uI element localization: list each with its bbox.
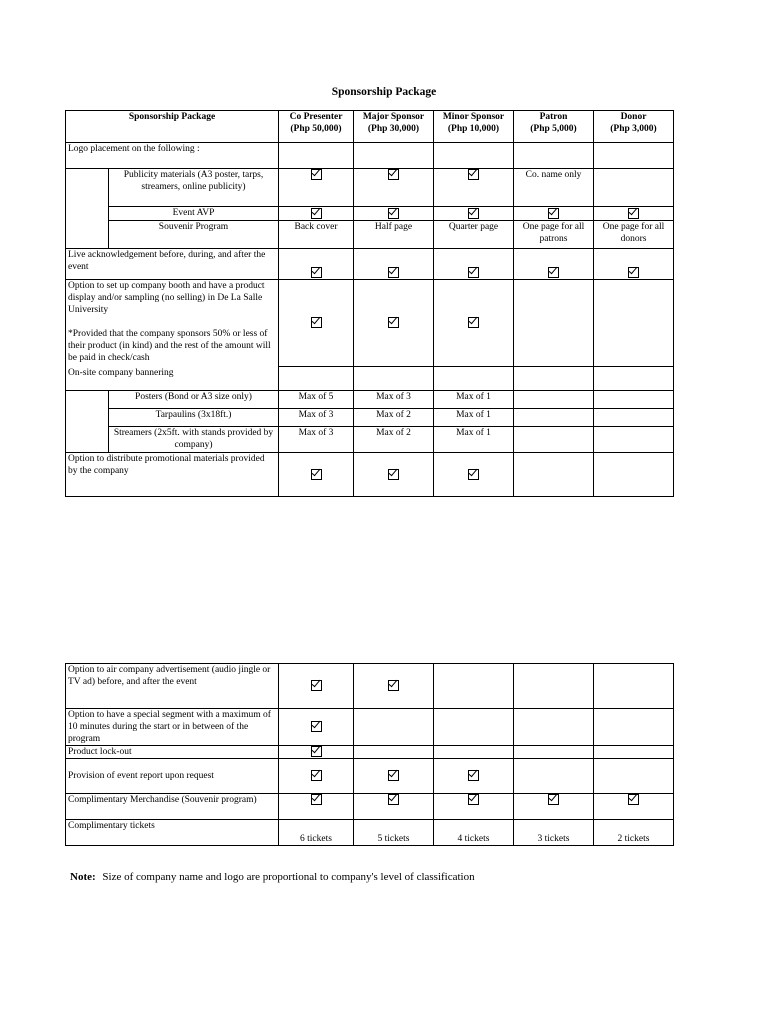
tickets-value: 5 tickets	[354, 820, 434, 846]
tickets-value: 2 tickets	[594, 820, 674, 846]
publicity-patron-value: Co. name only	[514, 169, 594, 207]
row-label-segment: Option to have a special segment with a maximum of 10 minutes during the start or in between of the program	[66, 709, 279, 746]
checkbox-checked-icon	[311, 169, 322, 180]
checkbox-checked-icon	[311, 469, 322, 480]
tarpaulins-value: Max of 3	[279, 409, 354, 427]
row-label-posters: Posters (Bond or A3 size only)	[109, 391, 279, 409]
row-label-logo-placement: Logo placement on the following :	[66, 143, 279, 169]
checkbox-checked-icon	[468, 208, 479, 219]
header-package: Sponsorship Package	[66, 111, 279, 143]
table-row	[66, 221, 674, 249]
checkbox-checked-icon	[548, 267, 559, 278]
header-donor: Donor (Php 3,000)	[594, 111, 674, 143]
posters-value: Max of 1	[434, 391, 514, 409]
souvenir-value: One page for all patrons	[514, 221, 594, 249]
header-major-sponsor: Major Sponsor (Php 30,000)	[354, 111, 434, 143]
table-row	[66, 746, 674, 759]
tickets-value: 4 tickets	[434, 820, 514, 846]
checkbox-checked-icon	[468, 317, 479, 328]
row-label-report: Provision of event report upon request	[66, 759, 279, 794]
table-row	[66, 280, 674, 367]
row-label-publicity: Publicity materials (A3 poster, tarps, streamers, online publicity)	[109, 169, 279, 207]
header-patron: Patron (Php 5,000)	[514, 111, 594, 143]
sponsorship-table-1	[65, 110, 674, 497]
checkbox-checked-icon	[468, 469, 479, 480]
checkbox-checked-icon	[311, 317, 322, 328]
checkbox-checked-icon	[628, 208, 639, 219]
table-row	[66, 409, 674, 427]
checkbox-checked-icon	[468, 770, 479, 781]
souvenir-value: Quarter page	[434, 221, 514, 249]
checkbox-checked-icon	[468, 794, 479, 805]
row-label-live-ack: Live acknowledgement before, during, and after the event	[66, 249, 279, 280]
streamers-value: Max of 1	[434, 427, 514, 453]
booth-note: *Provided that the company sponsors 50% or less of their product (in kind) and the rest of the amount will be paid in check/cash	[68, 329, 271, 363]
checkbox-checked-icon	[311, 680, 322, 691]
header-row	[66, 111, 674, 143]
tarpaulins-value: Max of 1	[434, 409, 514, 427]
booth-text: Option to set up company booth and have a product display and/or sampling (no selling) in De La Salle University	[68, 281, 265, 315]
checkbox-checked-icon	[628, 267, 639, 278]
checkbox-checked-icon	[628, 794, 639, 805]
row-label-air-ad: Option to air company advertisement (audio jingle or TV ad) before, and after the event	[66, 664, 279, 709]
row-label-event-avp: Event AVP	[109, 207, 279, 221]
table-row	[66, 143, 674, 169]
checkbox-checked-icon	[468, 267, 479, 278]
row-label-souvenir: Souvenir Program	[109, 221, 279, 249]
checkbox-checked-icon	[388, 794, 399, 805]
souvenir-value: One page for all donors	[594, 221, 674, 249]
row-label-tarpaulins: Tarpaulins (3x18ft.)	[109, 409, 279, 427]
streamers-value: Max of 2	[354, 427, 434, 453]
souvenir-value: Back cover	[279, 221, 354, 249]
checkbox-checked-icon	[311, 208, 322, 219]
checkbox-checked-icon	[468, 169, 479, 180]
table-row	[66, 391, 674, 409]
checkbox-checked-icon	[388, 680, 399, 691]
checkbox-checked-icon	[388, 317, 399, 328]
tickets-value: 3 tickets	[514, 820, 594, 846]
streamers-value: Max of 3	[279, 427, 354, 453]
note-text: Size of company name and logo are proportional to company's level of classification	[102, 871, 475, 883]
posters-value: Max of 5	[279, 391, 354, 409]
table-row	[66, 207, 674, 221]
row-label-promo: Option to distribute promotional materials provided by the company	[66, 453, 279, 497]
checkbox-checked-icon	[311, 721, 322, 732]
checkbox-checked-icon	[388, 469, 399, 480]
table-row	[66, 169, 674, 207]
souvenir-value: Half page	[354, 221, 434, 249]
note	[70, 871, 475, 883]
tarpaulins-value: Max of 2	[354, 409, 434, 427]
table-row	[66, 453, 674, 497]
header-co-presenter: Co Presenter (Php 50,000)	[279, 111, 354, 143]
table-row	[66, 759, 674, 794]
row-label-lockout: Product lock-out	[66, 746, 279, 759]
checkbox-checked-icon	[388, 169, 399, 180]
tickets-value: 6 tickets	[279, 820, 354, 846]
row-label-booth	[66, 280, 279, 367]
checkbox-checked-icon	[388, 267, 399, 278]
table-row	[66, 664, 674, 709]
page-title: Sponsorship Package	[331, 86, 437, 98]
sponsorship-table-2	[65, 663, 674, 846]
checkbox-checked-icon	[311, 267, 322, 278]
table-row	[66, 820, 674, 846]
checkbox-checked-icon	[311, 746, 322, 757]
checkbox-checked-icon	[388, 208, 399, 219]
table-row	[66, 709, 674, 746]
checkbox-checked-icon	[311, 770, 322, 781]
row-label-merch: Complimentary Merchandise (Souvenir program)	[66, 794, 279, 820]
checkbox-checked-icon	[548, 208, 559, 219]
checkbox-checked-icon	[311, 794, 322, 805]
table-row	[66, 794, 674, 820]
table-row	[66, 367, 674, 391]
header-minor-sponsor: Minor Sponsor (Php 10,000)	[434, 111, 514, 143]
checkbox-checked-icon	[388, 770, 399, 781]
posters-value: Max of 3	[354, 391, 434, 409]
table-row	[66, 427, 674, 453]
row-label-streamers: Streamers (2x5ft. with stands provided by company)	[109, 427, 279, 453]
row-label-tickets: Complimentary tickets	[66, 820, 279, 846]
note-label: Note:	[70, 871, 96, 883]
table-row	[66, 249, 674, 280]
checkbox-checked-icon	[548, 794, 559, 805]
row-label-bannering: On-site company bannering	[66, 367, 279, 391]
